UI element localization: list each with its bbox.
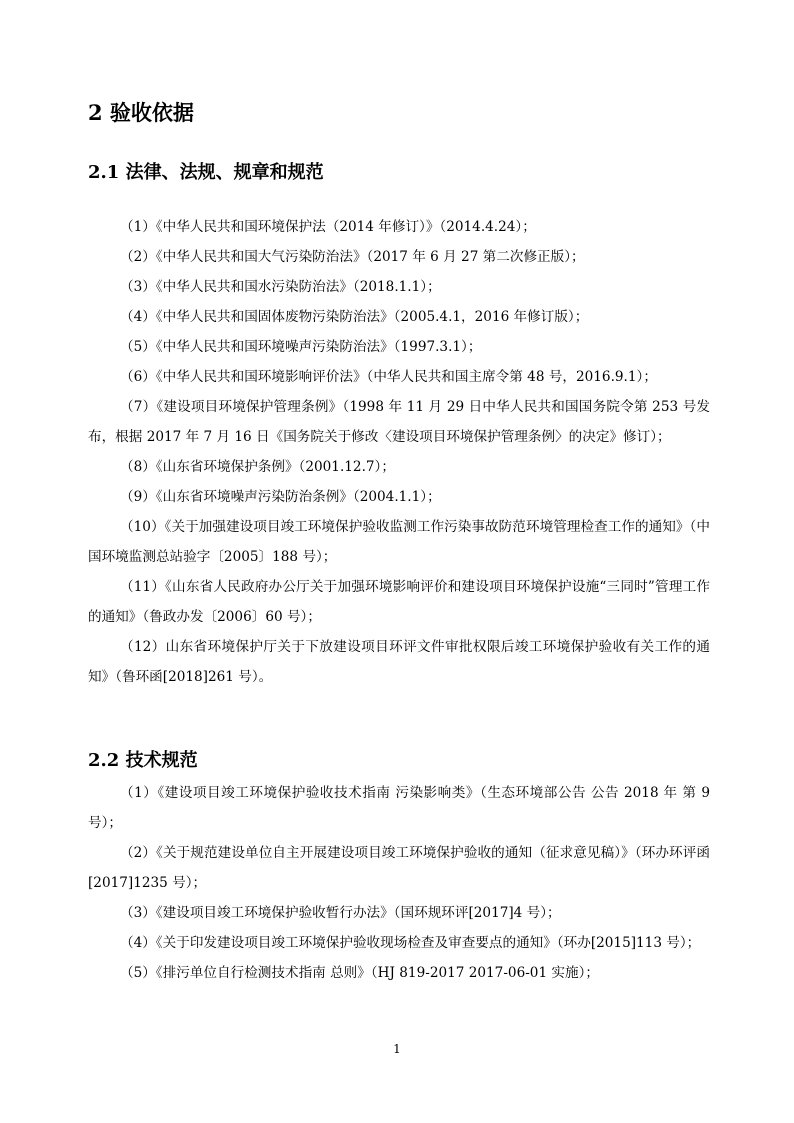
list-item: （2）《中华人民共和国大气污染防治法》（2017 年 6 月 27 第二次修正版）； [120,249,585,265]
list-item: （4）《关于印发建设项目竣工环境保护验收现场检查及审查要点的通知》（环办[2015]113 号）； [120,935,701,951]
list-item: （2）《关于规范建设单位自主开展建设项目竣工环境保护验收的通知（征求意见稿）》（环办环评函[2017]1235 号）； [88,845,710,891]
list-item: （9）《山东省环境噪声污染防治条例》（2004.1.1）； [120,489,441,505]
list-item: （6）《中华人民共和国环境影响评价法》（中华人民共和国主席令第 48 号，2016.9.1）； [120,369,657,385]
list-item: （3）《中华人民共和国水污染防治法》（2018.1.1）； [120,279,441,295]
section-title-technical-specs: 2.2 技术规范 [88,750,198,771]
list-item: （3）《建设项目竣工环境保护验收暂行办法》（国环规环评[2017]4 号）； [120,905,561,921]
list-item: （4）《中华人民共和国固体废物污染防治法》（2005.4.1，2016 年修订版）； [120,309,589,325]
section-title-laws: 2.1 法律、法规、规章和规范 [88,162,324,183]
list-item: （12）山东省环境保护厅关于下放建设项目环评文件审批权限后竣工环境保护验收有关工作的通知》（鲁环函[2018]261 号）。 [88,639,710,685]
list-item: （1）《中华人民共和国环境保护法（2014 年修订）》（2014.4.24）； [120,219,536,235]
chapter-heading: 2 验收依据 [88,100,194,125]
list-item: （5）《排污单位自行检测技术指南 总则》（HJ 819-2017 2017-06-01 实施）； [120,965,600,981]
list-item: （11）《山东省人民政府办公厅关于加强环境影响评价和建设项目环境保护设施“三同时”管理工作的通知》（鲁政办发〔2006〕60 号）； [88,579,710,625]
list-item: （5）《中华人民共和国环境噪声污染防治法》（1997.3.1）； [120,339,482,355]
list-item: （1）《建设项目竣工环境保护验收技术指南 污染影响类》（生态环境部公告 公告 2018 年 第 9 号）； [88,785,710,831]
list-item: （10）《关于加强建设项目竣工环境保护验收监测工作污染事故防范环境管理检查工作的通知》（中国环境监测总站验字〔2005〕188 号）； [88,519,710,565]
technical-specs-list [88,778,710,988]
list-item: （8）《山东省环境保护条例》（2001.12.7）； [120,459,395,475]
laws-list [88,212,710,692]
list-item: （7）《建设项目环境保护管理条例》（1998 年 11 月 29 日中华人民共和国国务院令第 253 号发布，根据 2017 年 7 月 16 日《国务院关于修改〈建设项目环境保护管理条例〉的决定》修订）； [88,399,710,445]
page-number: 1 [393,1042,401,1056]
